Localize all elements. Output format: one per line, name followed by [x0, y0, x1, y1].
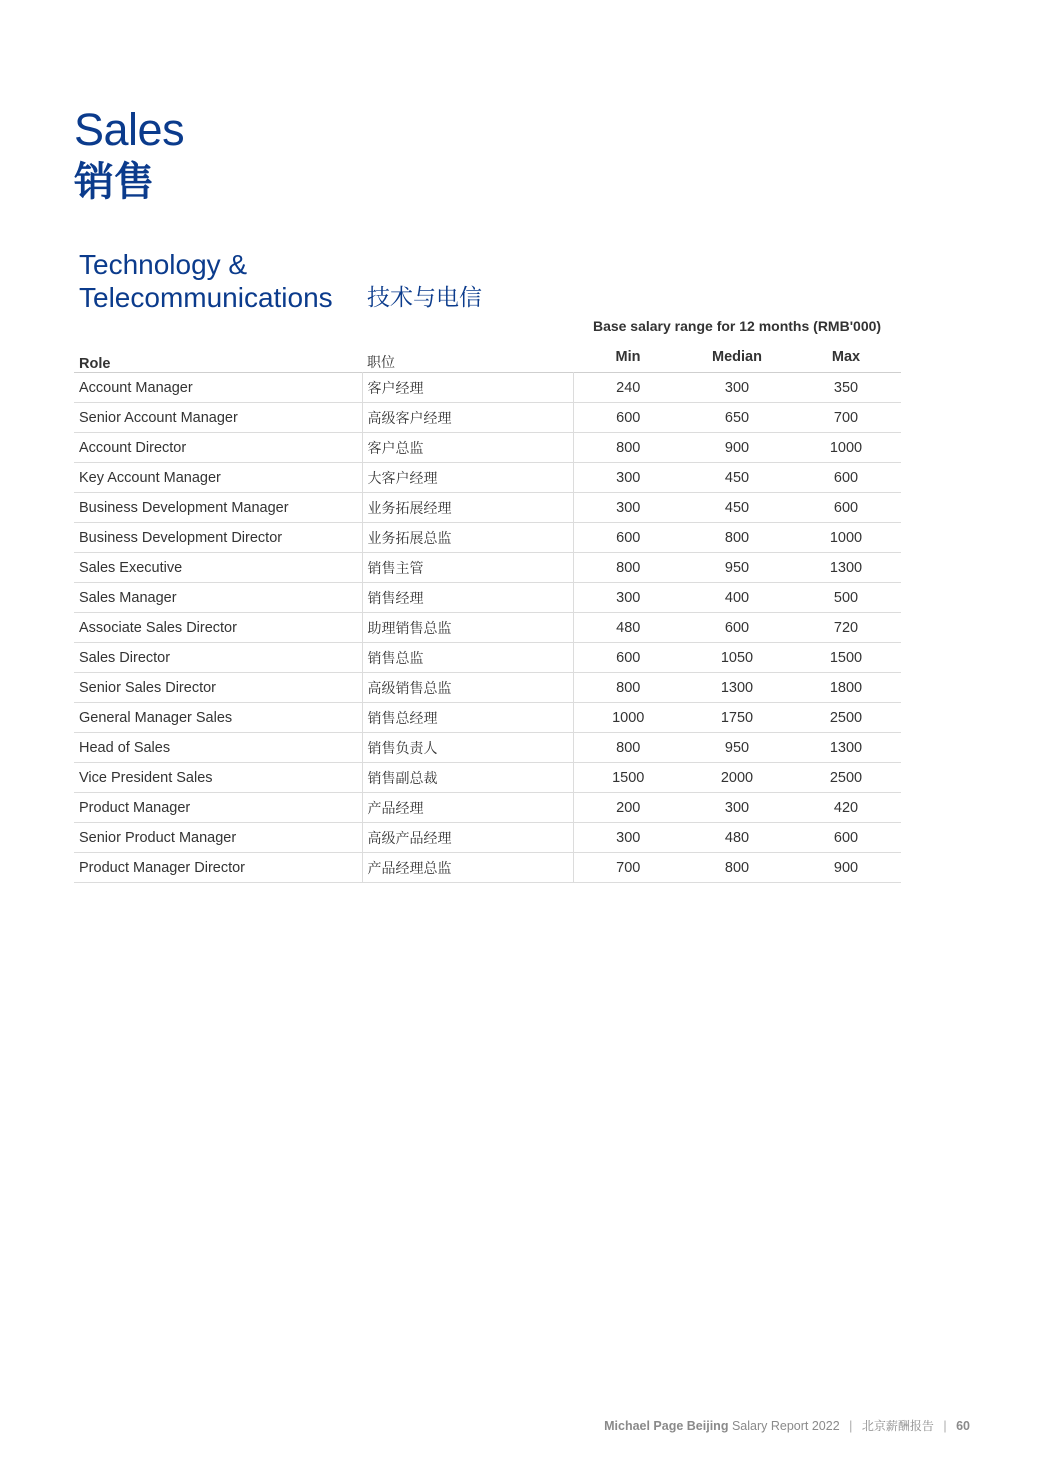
min-salary-cell: 300: [573, 493, 683, 523]
max-salary-cell: 700: [791, 403, 901, 433]
table-row: [74, 643, 901, 673]
table-row: [74, 703, 901, 733]
max-salary-cell: 600: [791, 463, 901, 493]
role-cell: Product Manager: [74, 793, 362, 823]
max-salary-cell: 2500: [791, 703, 901, 733]
min-salary-cell: 800: [573, 433, 683, 463]
role-cell: Sales Director: [74, 643, 362, 673]
min-salary-cell: 300: [573, 583, 683, 613]
role-cell: Account Director: [74, 433, 362, 463]
min-salary-cell: 600: [573, 643, 683, 673]
max-salary-cell: 600: [791, 823, 901, 853]
min-salary-cell: 300: [573, 463, 683, 493]
role-cell: Business Development Director: [74, 523, 362, 553]
median-salary-cell: 1750: [683, 703, 791, 733]
min-salary-cell: 600: [573, 403, 683, 433]
page-title: Sales: [74, 104, 185, 155]
footer-report-chinese: 北京薪酬报告: [861, 1419, 934, 1433]
max-salary-cell: 900: [791, 853, 901, 883]
table-row: [74, 583, 901, 613]
role-chinese-cell: 高级客户经理: [362, 403, 573, 433]
footer-brand: Michael Page Beijing: [604, 1419, 729, 1433]
salary-range-caption: Base salary range for 12 months (RMB'000): [592, 318, 882, 334]
role-chinese-cell: 客户经理: [362, 373, 573, 403]
role-chinese-cell: 销售副总裁: [362, 763, 573, 793]
median-salary-cell: 800: [683, 853, 791, 883]
median-salary-cell: 2000: [683, 763, 791, 793]
median-salary-cell: 600: [683, 613, 791, 643]
role-chinese-cell: 产品经理: [362, 793, 573, 823]
role-cell: Head of Sales: [74, 733, 362, 763]
role-cell: Product Manager Director: [74, 853, 362, 883]
min-salary-cell: 600: [573, 523, 683, 553]
max-salary-cell: 1800: [791, 673, 901, 703]
footer-separator: |: [943, 1419, 947, 1433]
max-salary-cell: 2500: [791, 763, 901, 793]
page-title-chinese: 销售: [74, 159, 154, 205]
median-salary-cell: 450: [683, 493, 791, 523]
median-salary-cell: 480: [683, 823, 791, 853]
role-chinese-cell: 高级产品经理: [362, 823, 573, 853]
median-salary-cell: 400: [683, 583, 791, 613]
table-row: [74, 403, 901, 433]
min-salary-cell: 800: [573, 673, 683, 703]
table-row: [74, 733, 901, 763]
max-salary-cell: 350: [791, 373, 901, 403]
table-row: [74, 613, 901, 643]
table-row: [74, 493, 901, 523]
page-footer: [604, 1417, 970, 1434]
role-chinese-cell: 销售负责人: [362, 733, 573, 763]
role-cell: Senior Account Manager: [74, 403, 362, 433]
page-number: 60: [956, 1419, 970, 1433]
median-salary-cell: 800: [683, 523, 791, 553]
table-body: [74, 373, 901, 883]
header-min: Min: [615, 348, 641, 365]
min-salary-cell: 800: [573, 553, 683, 583]
role-chinese-cell: 客户总监: [362, 433, 573, 463]
max-salary-cell: 420: [791, 793, 901, 823]
min-salary-cell: 480: [573, 613, 683, 643]
role-cell: Sales Manager: [74, 583, 362, 613]
role-cell: Account Manager: [74, 373, 362, 403]
table-row: [74, 433, 901, 463]
table-row: [74, 853, 901, 883]
max-salary-cell: 1300: [791, 553, 901, 583]
role-chinese-cell: 业务拓展总监: [362, 523, 573, 553]
role-cell: Vice President Sales: [74, 763, 362, 793]
min-salary-cell: 1000: [573, 703, 683, 733]
min-salary-cell: 200: [573, 793, 683, 823]
min-salary-cell: 240: [573, 373, 683, 403]
role-cell: Sales Executive: [74, 553, 362, 583]
median-salary-cell: 1300: [683, 673, 791, 703]
max-salary-cell: 500: [791, 583, 901, 613]
median-salary-cell: 950: [683, 733, 791, 763]
role-cell: Senior Product Manager: [74, 823, 362, 853]
header-max: Max: [831, 348, 861, 365]
role-chinese-cell: 产品经理总监: [362, 853, 573, 883]
role-chinese-cell: 大客户经理: [362, 463, 573, 493]
role-cell: Senior Sales Director: [74, 673, 362, 703]
median-salary-cell: 1050: [683, 643, 791, 673]
role-cell: General Manager Sales: [74, 703, 362, 733]
section-title: Technology & Telecommunications: [79, 249, 333, 313]
median-salary-cell: 300: [683, 793, 791, 823]
role-chinese-cell: 销售主管: [362, 553, 573, 583]
header-median: Median: [712, 348, 762, 365]
median-salary-cell: 950: [683, 553, 791, 583]
max-salary-cell: 600: [791, 493, 901, 523]
role-chinese-cell: 业务拓展经理: [362, 493, 573, 523]
footer-separator: |: [849, 1419, 853, 1433]
table-row: [74, 823, 901, 853]
role-cell: Key Account Manager: [74, 463, 362, 493]
max-salary-cell: 1000: [791, 433, 901, 463]
min-salary-cell: 1500: [573, 763, 683, 793]
salary-table: [74, 342, 901, 883]
table-row: [74, 463, 901, 493]
table-row: [74, 673, 901, 703]
table-row: [74, 373, 901, 403]
role-cell: Associate Sales Director: [74, 613, 362, 643]
table-row: [74, 793, 901, 823]
section-title-chinese: 技术与电信: [367, 285, 482, 311]
table-row: [74, 553, 901, 583]
min-salary-cell: 700: [573, 853, 683, 883]
role-chinese-cell: 助理销售总监: [362, 613, 573, 643]
min-salary-cell: 800: [573, 733, 683, 763]
max-salary-cell: 720: [791, 613, 901, 643]
median-salary-cell: 300: [683, 373, 791, 403]
min-salary-cell: 300: [573, 823, 683, 853]
max-salary-cell: 1000: [791, 523, 901, 553]
table-row: [74, 523, 901, 553]
header-role: Role: [79, 356, 111, 372]
median-salary-cell: 450: [683, 463, 791, 493]
role-cell: Business Development Manager: [74, 493, 362, 523]
median-salary-cell: 900: [683, 433, 791, 463]
role-chinese-cell: 销售总监: [362, 643, 573, 673]
role-chinese-cell: 销售总经理: [362, 703, 573, 733]
median-salary-cell: 650: [683, 403, 791, 433]
max-salary-cell: 1500: [791, 643, 901, 673]
footer-report: Salary Report 2022: [731, 1419, 840, 1433]
table-header-row: [74, 342, 901, 373]
role-chinese-cell: 高级销售总监: [362, 673, 573, 703]
table-row: [74, 763, 901, 793]
header-role-chinese: 职位: [367, 355, 395, 371]
role-chinese-cell: 销售经理: [362, 583, 573, 613]
max-salary-cell: 1300: [791, 733, 901, 763]
